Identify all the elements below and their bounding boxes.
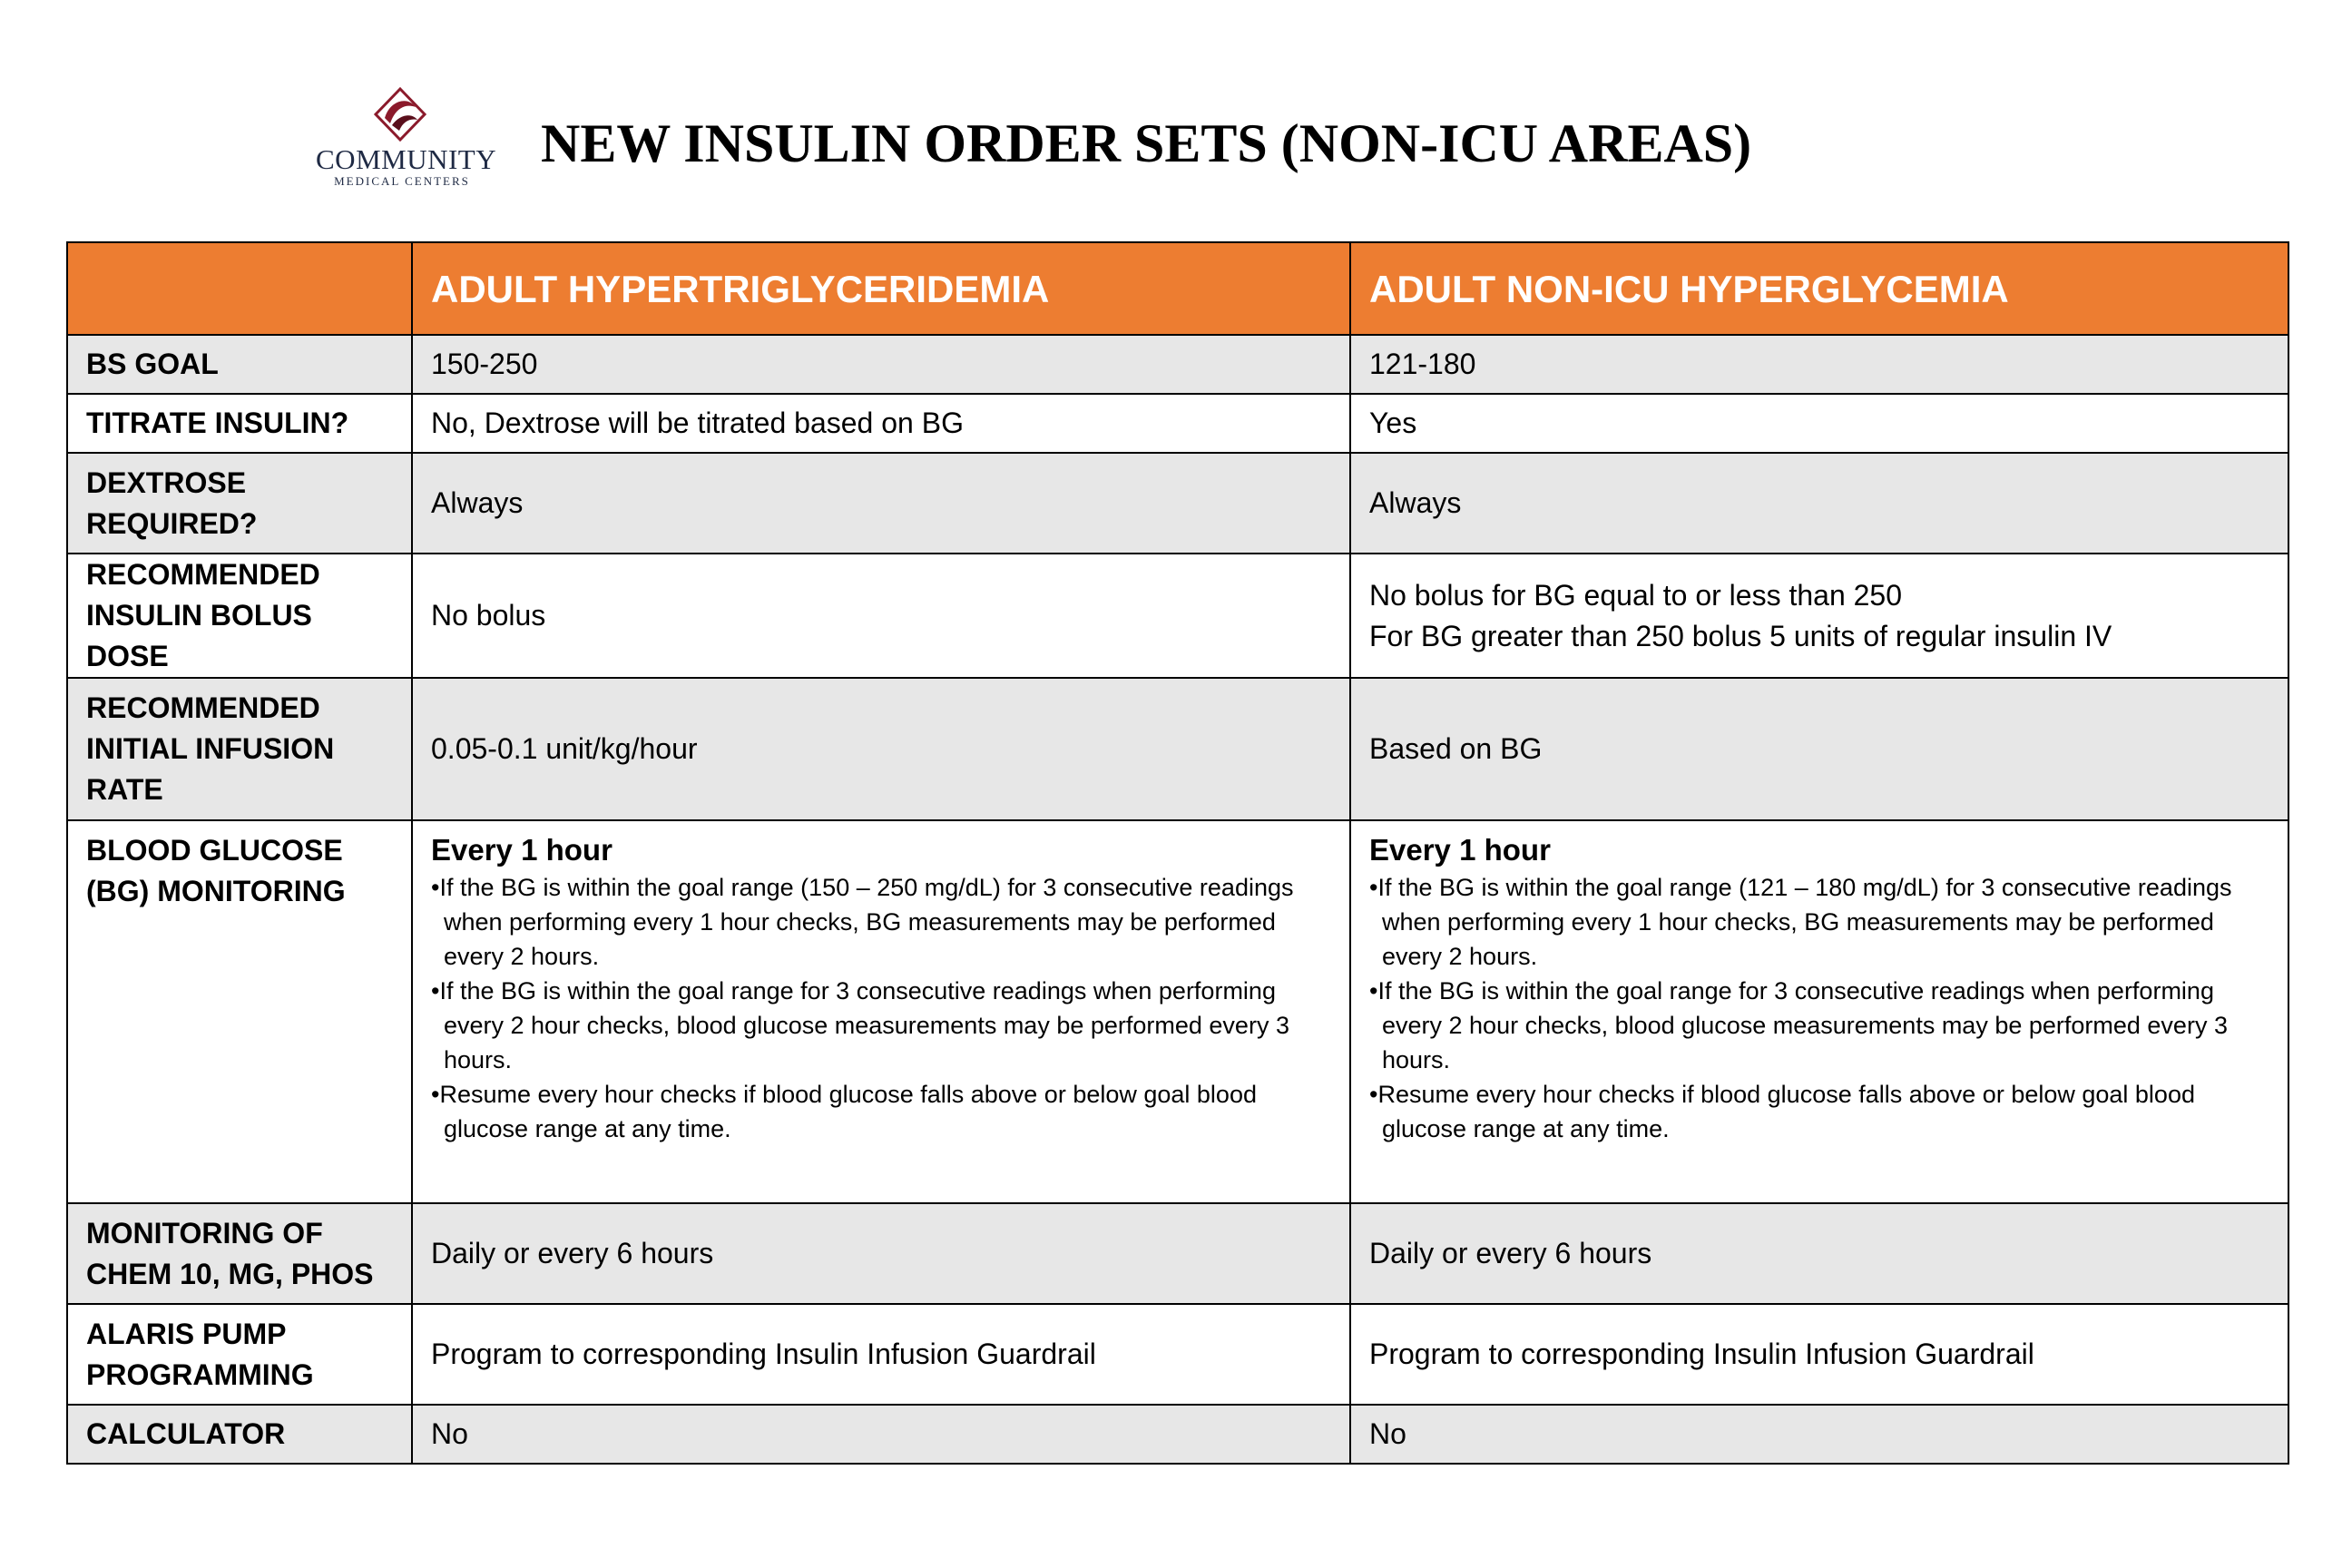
list-item: • If the BG is within the goal range (150 – 250 mg/dL) for 3 consecutive readings when performing every 1 hour checks, BG measurements may be performed every 2 hours.: [431, 870, 1331, 974]
cell-bs-goal-col2: 121-180: [1350, 335, 2288, 394]
community-logo-icon: [372, 87, 428, 142]
row-label-bolus: RECOMMENDED INSULIN BOLUS DOSE: [67, 554, 412, 678]
cell-monitoring-col1: [412, 820, 1350, 1203]
monitoring-col2-heading: Every 1 hour: [1369, 833, 1551, 867]
cell-dextrose-col1: Always: [412, 453, 1350, 554]
row-label-calculator: CALCULATOR: [67, 1405, 412, 1464]
page-title: NEW INSULIN ORDER SETS (NON-ICU AREAS): [541, 113, 1752, 173]
row-label-monitoring: BLOOD GLUCOSE (BG) MONITORING: [67, 820, 412, 1203]
page-header: [0, 0, 2352, 227]
header-cell-non-icu-hyperglycemia: ADULT NON-ICU HYPERGLYCEMIA: [1350, 242, 2288, 335]
cell-chem-col1: Daily or every 6 hours: [412, 1203, 1350, 1304]
table-row: [67, 335, 2288, 394]
monitoring-col1-heading: Every 1 hour: [431, 833, 612, 867]
community-logo: [316, 87, 497, 189]
list-item: • If the BG is within the goal range for 3 consecutive readings when performing every 2 hour checks, blood glucose measurements may be performed every 3 hours.: [431, 974, 1331, 1077]
logo-subtitle: MEDICAL CENTERS: [334, 174, 470, 188]
cell-calculator-col2: No: [1350, 1405, 2288, 1464]
table-row: [67, 1304, 2288, 1405]
table-header-row: [67, 242, 2288, 335]
cell-alaris-col2: Program to corresponding Insulin Infusion Guardrail: [1350, 1304, 2288, 1405]
header-cell-empty: [67, 242, 412, 335]
cell-alaris-col1: Program to corresponding Insulin Infusion Guardrail: [412, 1304, 1350, 1405]
cell-titrate-col2: Yes: [1350, 394, 2288, 453]
header-cell-hypertriglyceridemia: ADULT HYPERTRIGLYCERIDEMIA: [412, 242, 1350, 335]
row-label-infusion: RECOMMENDED INITIAL INFUSION RATE: [67, 678, 412, 820]
logo-name: COMMUNITY: [316, 143, 497, 175]
row-label-chem: MONITORING OF CHEM 10, MG, PHOS: [67, 1203, 412, 1304]
cell-chem-col2: Daily or every 6 hours: [1350, 1203, 2288, 1304]
row-label-dextrose: DEXTROSE REQUIRED?: [67, 453, 412, 554]
row-label-bs-goal: BS GOAL: [67, 335, 412, 394]
cell-titrate-col1: No, Dextrose will be titrated based on BG: [412, 394, 1350, 453]
table-row: [67, 1405, 2288, 1464]
monitoring-col1-list: [431, 870, 1331, 1146]
table-row: [67, 394, 2288, 453]
cell-monitoring-col2: [1350, 820, 2288, 1203]
cell-dextrose-col2: Always: [1350, 453, 2288, 554]
monitoring-col2-list: [1369, 870, 2269, 1146]
list-item: • Resume every hour checks if blood glucose falls above or below goal blood glucose range at any time.: [1369, 1077, 2269, 1146]
list-item: • If the BG is within the goal range for 3 consecutive readings when performing every 2 hour checks, blood glucose measurements may be performed every 3 hours.: [1369, 974, 2269, 1077]
cell-calculator-col1: No: [412, 1405, 1350, 1464]
table-row: [67, 453, 2288, 554]
bolus-col2-line2: For BG greater than 250 bolus 5 units of regular insulin IV: [1369, 619, 2112, 652]
cell-bolus-col2: [1350, 554, 2288, 678]
table-row: [67, 678, 2288, 820]
cell-bs-goal-col1: 150-250: [412, 335, 1350, 394]
table-row: [67, 554, 2288, 678]
row-label-titrate: TITRATE INSULIN?: [67, 394, 412, 453]
table-row: [67, 1203, 2288, 1304]
insulin-order-table: [66, 241, 2289, 1465]
cell-bolus-col1: No bolus: [412, 554, 1350, 678]
cell-infusion-col2: Based on BG: [1350, 678, 2288, 820]
bolus-col2-line1: No bolus for BG equal to or less than 250: [1369, 578, 1903, 612]
cell-infusion-col1: 0.05-0.1 unit/kg/hour: [412, 678, 1350, 820]
row-label-alaris: ALARIS PUMP PROGRAMMING: [67, 1304, 412, 1405]
table-row: [67, 820, 2288, 1203]
list-item: • If the BG is within the goal range (121 – 180 mg/dL) for 3 consecutive readings when performing every 1 hour checks, BG measurements may be performed every 2 hours.: [1369, 870, 2269, 974]
list-item: • Resume every hour checks if blood glucose falls above or below goal blood glucose range at any time.: [431, 1077, 1331, 1146]
